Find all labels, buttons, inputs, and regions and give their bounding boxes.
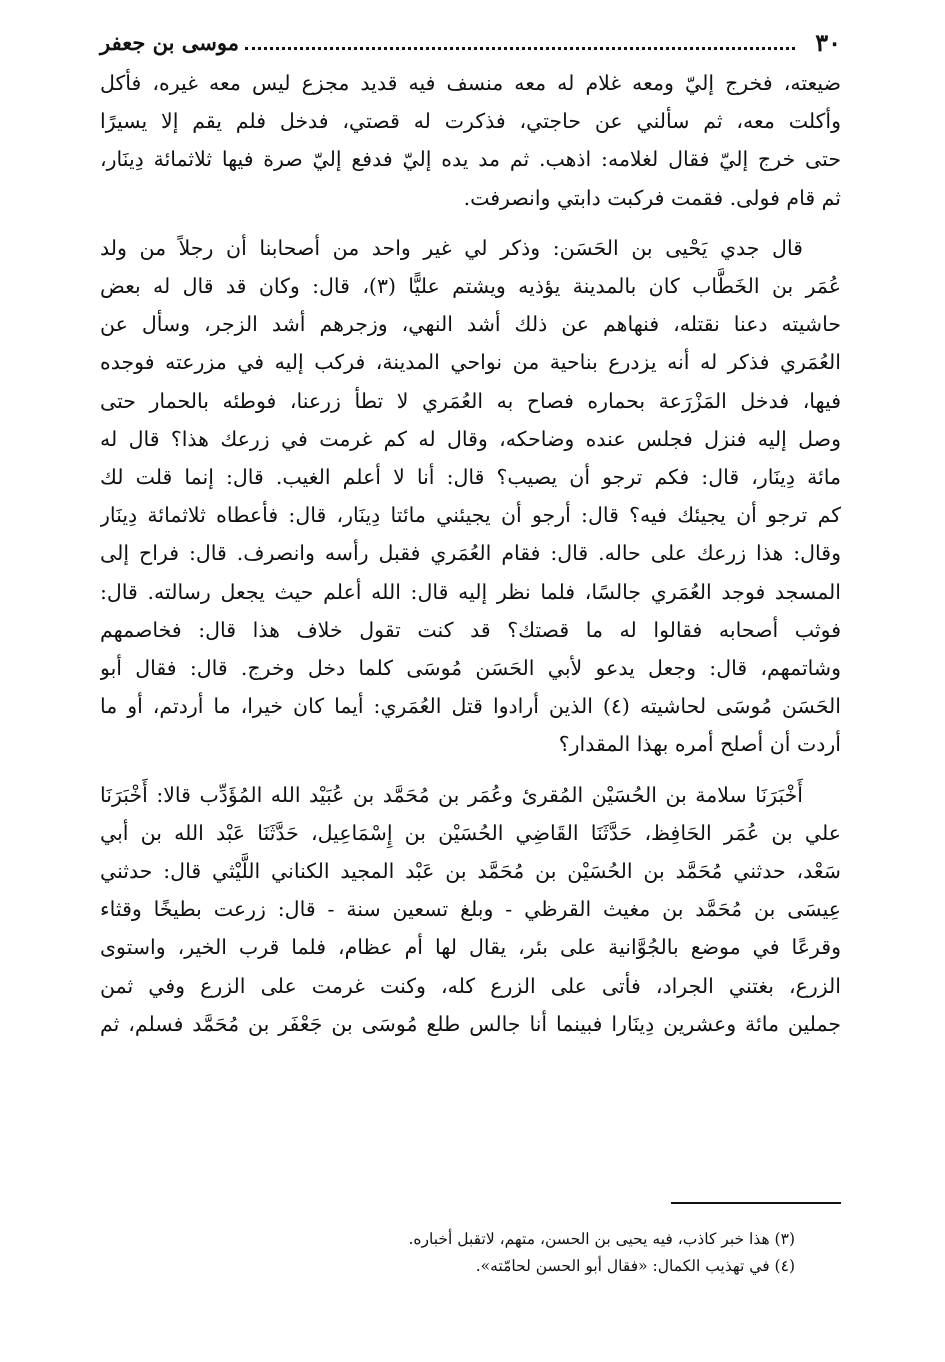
text-line: المسجد فوجد العُمَري جالسًا، فلما نظر إليه قال: الله أعلم حيث يجعل رسالته. قال: (100, 579, 841, 604)
text-line: ضيعته، فخرج إليّ ومعه غلام له معه منسف فيه قديد مجزع ليس معه غيره، فأكل (100, 71, 841, 95)
header-dotted-leader (245, 47, 795, 50)
text-line: عُمَر بن الخَطَّاب كان بالمدينة يؤذيه ويشتم عليًّا (٣)، قال: وكان قد قال له بعض (100, 274, 841, 299)
footnotes (100, 1226, 795, 1280)
text-line: مائة دِينَار، قال: فكم ترجو أن يصيب؟ قال: أنا لا أعلم الغيب. قال: إنما قلت لك (100, 465, 841, 490)
text-line: حاشيته دعنا نقتله، فنهاهم عن ذلك أشد النهي، وزجرهم أشد الزجر، وسأل عن (100, 312, 841, 337)
text-line: أردت أن أصلح أمره بهذا المقدار؟ (558, 732, 841, 757)
text-line: وقال: هذا زرعك على حاله. قال: فقام العُمَري فقبل رأسه وانصرف. قال: فراح إلى (100, 541, 841, 566)
text-line: حتى خرج إليّ فقال لغلامه: اذهب. ثم مد يده إليّ فدفع إليّ صرة فيها ثلاثمائة دِينَار، (100, 147, 841, 172)
text-line: وأكلت معه، ثم سألني عن حاجتي، فذكرت له قصتي، فدخل فلم يقم إلا يسيرًا (100, 109, 841, 134)
text-line: الحَسَن مُوسَى لحاشيته (٤) الذين أرادوا قتل العُمَري: أيما كان خيرا، ما أردتم، أو ما (100, 694, 841, 719)
text-line: العُمَري فذكر له أنه يزدرع بناحية من نواحي المدينة، فركب إليه في مزرعته فوجده (100, 350, 841, 375)
text-line: فيها، فدخل المَزْرَعة بحماره فصاح به العُمَري لا تطأ زرعنا، فوطئه بالحمار حتى (100, 388, 841, 413)
text-line: ثم قام فولى. فقمت فركبت دابتي وانصرفت. (463, 185, 841, 210)
main-text (100, 64, 841, 1043)
text-line: فوثب أصحابه فقالوا له ما قصتك؟ قد كنت تقول خلاف هذا قال: فخاصمهم (100, 617, 841, 642)
page-number: ٣٠ (815, 27, 841, 57)
footnote-4: (٤) في تهذيب الكمال: «فقال أبو الحسن لحامّته». (475, 1257, 795, 1275)
text-line: أَخْبَرَنَا سلامة بن الحُسَيْن المُقرئ وعُمَر بن مُحَمَّد بن عُبَيْد الله المُؤَدِّب قالا: أَخْبَرَنَا (100, 782, 803, 807)
text-line: وشاتمهم، قال: وجعل يدعو لأبي الحَسَن مُوسَى كلما دخل وخرج. قال: فقال أبو (100, 656, 841, 681)
page-header (100, 22, 841, 62)
paragraph-1 (100, 64, 841, 217)
text-line: وصل إليه فنزل فجلس عنده وضاحكه، وقال له كم غرمت في زرعك هذا؟ قال له (100, 426, 841, 451)
paragraph-3 (100, 776, 841, 1043)
text-line: الزرع، بغتني الجراد، فأتى على الزرع كله، وكنت غرمت على الزرع وفي ثمن (100, 973, 841, 998)
text-line: قال جدي يَحْيى بن الحَسَن: وذكر لي غير واحد من أصحابنا أن رجلاً من ولد (100, 235, 803, 260)
text-line: علي بن عُمَر الحَافِظ، حَدَّثَنَا القَاضِي الحُسَيْن بن إِسْمَاعِيل، حَدَّثَنَا عَبْد الله بن أبي (100, 820, 841, 845)
text-line: جملين مائة وعشرين دِينَارا فبينما أنا جالس طلع مُوسَى بن جَعْفَر بن مُحَمَّد فسلم، ثم (100, 1011, 841, 1036)
footnote-3: (٣) هذا خبر كاذب، فيه يحيى بن الحسن، متهم، لاتقبل أخباره. (408, 1230, 795, 1248)
text-line: عِيسَى بن مُحَمَّد بن مغيث القرظي - وبلغ تسعين سنة - قال: زرعت بطيخًا وقثاء (100, 897, 841, 922)
text-line: وقرعًا في موضع بالجُوَّانية على بئر، يقال لها أم عظام، فلما قرب الخير، واستوى (100, 935, 841, 960)
text-line: كم ترجو أن يجيئك فيه؟ قال: أرجو أن يجيئني مائتا دِينَار، قال: فأعطاه ثلاثمائة دِينَار (100, 503, 841, 528)
paragraph-2 (100, 229, 841, 764)
text-line: سَعْد، حدثني مُحَمَّد بن الحُسَيْن بن مُحَمَّد بن عَبْد المجيد الكناني اللَّيْثي قال: حدثني (100, 859, 841, 884)
footnote-separator (671, 1202, 841, 1204)
running-title: موسى بن جعفر (100, 29, 239, 55)
